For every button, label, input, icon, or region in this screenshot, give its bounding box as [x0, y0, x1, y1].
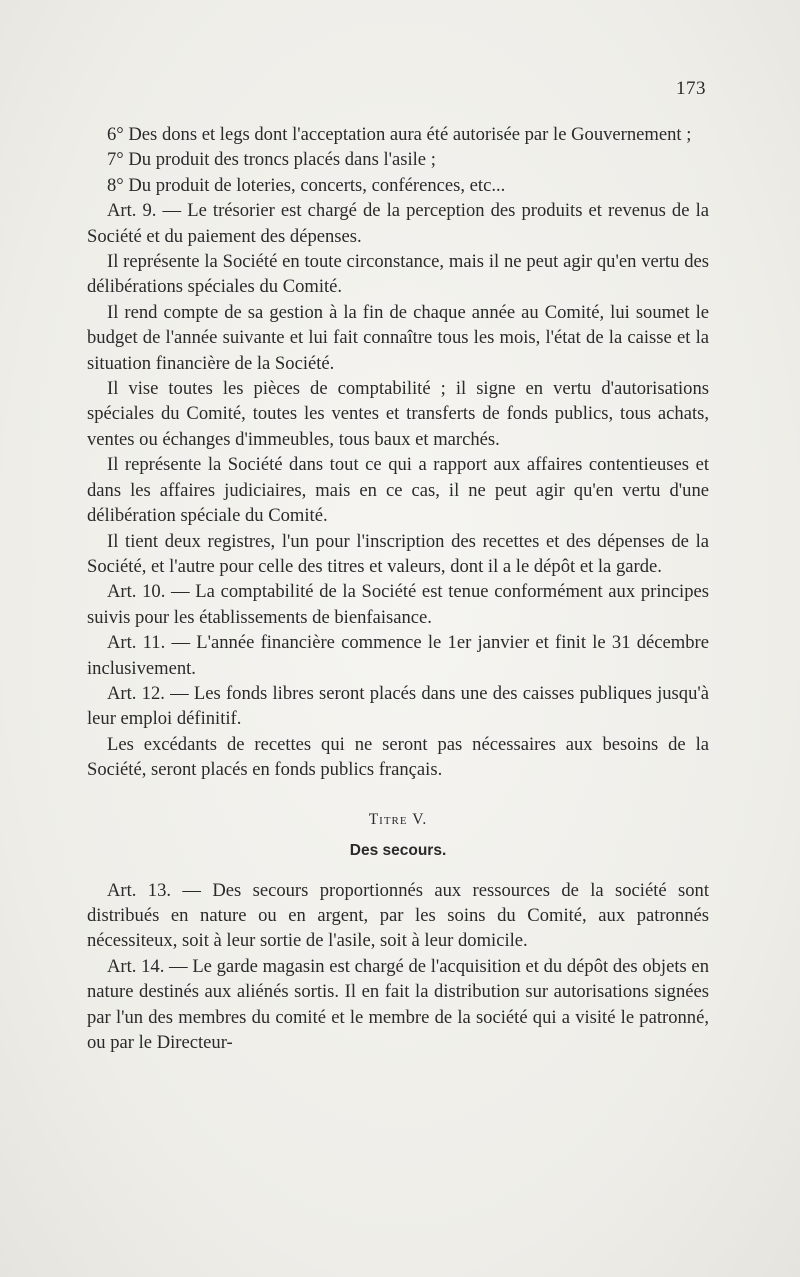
paragraph-treasurer-signs: Il vise toutes les pièces de comptabilité ; il signe en vertu d'autorisations spéciales du Comité, toutes les ventes et transferts de fonds publics, tous achats, ventes ou échanges d'immeubles, tous baux et marchés.	[87, 378, 709, 450]
paragraph-art-13: Art. 13. — Des secours proportionnés aux ressources de la société sont distribués en nature ou en argent, par les soins du Comité, aux patronnés nécessiteux, soit à leur sortie de l'asile, soit à leur domicile.	[87, 879, 709, 952]
body-text	[87, 122, 709, 1055]
paragraph-lotteries: 8° Du produit de loteries, concerts, conférences, etc...	[107, 174, 506, 196]
title-label: Titre V.	[368, 810, 428, 828]
paragraph-treasurer-accounts: Il rend compte de sa gestion à la fin de chaque année au Comité, lui soumet le budget de l'année suivante et lui fait connaître tous les mois, l'état de la caisse et la situation financière de la Société.	[87, 301, 709, 374]
paragraph-surplus: Les excédants de recettes qui ne seront pas nécessaires aux besoins de la Société, seront placés en fonds publics français.	[87, 733, 709, 781]
paragraph-art-11: Art. 11. — L'année financière commence le 1er janvier et finit le 31 décembre inclusivement.	[87, 632, 709, 679]
paragraph-art-10: Art. 10. — La comptabilité de la Société est tenue conformément aux principes suivis pour les établissements de bienfaisance.	[87, 581, 709, 628]
paragraph-treasurer-registers: Il tient deux registres, l'un pour l'inscription des recettes et des dépenses de la Société, et l'autre pour celle des titres et valeurs, dont il a le dépôt et la garde.	[87, 530, 709, 577]
paragraph-treasurer-litigation: Il représente la Société dans tout ce qui a rapport aux affaires contentieuses et dans les affaires judiciaires, mais en ce cas, il ne peut agir qu'en vertu d'une délibération spéciale du Comité.	[87, 454, 709, 527]
page-number: 173	[676, 78, 706, 99]
section-title: Des secours.	[349, 841, 447, 859]
section-heading	[87, 808, 709, 864]
paragraph-treasurer-represents: Il représente la Société en toute circonstance, mais il ne peut agir qu'en vertu des délibérations spéciales du Comité.	[87, 251, 709, 298]
paragraph-art-14: Art. 14. — Le garde magasin est chargé de l'acquisition et du dépôt des objets en nature destinés aux aliénés sortis. Il en fait la distribution sur autorisations signées par l'un des membres du comité et le membre de la société qui a visité le patronné, ou par le Directeur-	[87, 955, 709, 1053]
paragraph-art-12: Art. 12. — Les fonds libres seront placés dans une des caisses publiques jusqu'à leur emploi définitif.	[87, 682, 709, 730]
paragraph-collection-boxes: 7° Du produit des troncs placés dans l'asile ;	[107, 149, 436, 171]
paragraph-art-9: Art. 9. — Le trésorier est chargé de la perception des produits et revenus de la Société et du paiement des dépenses.	[87, 200, 709, 247]
paragraph-gifts-legacies: 6° Des dons et legs dont l'acceptation aura été autorisée par le Gouvernement ;	[107, 124, 692, 145]
